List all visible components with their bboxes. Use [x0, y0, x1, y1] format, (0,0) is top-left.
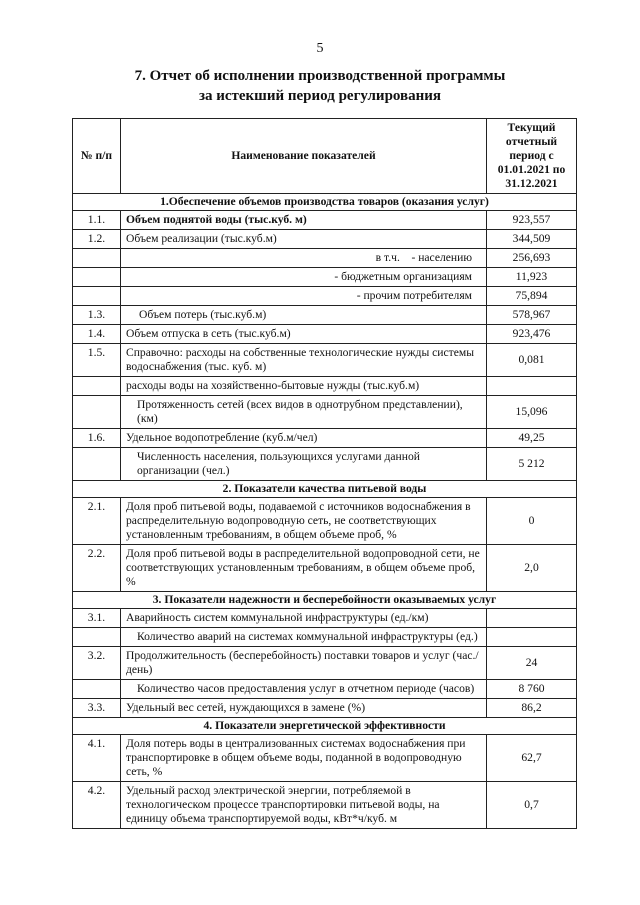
row-name: Количество аварий на системах коммунальной инфраструктуры (ед.) — [121, 628, 487, 647]
report-title-line2: за истекший период регулирования — [198, 88, 442, 104]
table-row — [73, 498, 577, 545]
row-value: 344,509 — [487, 230, 577, 249]
row-name: Справочно: расходы на собственные технологические нужды системы водоснабжения (тыс. куб. м) — [121, 344, 487, 377]
table-row — [73, 448, 577, 481]
row-name: Объем реализации (тыс.куб.м) — [121, 230, 487, 249]
row-name: Аварийность систем коммунальной инфраструктуры (ед./км) — [121, 609, 487, 628]
row-name: Объем поднятой воды (тыс.куб. м) — [121, 211, 487, 230]
section-row — [73, 194, 577, 211]
table-row — [73, 287, 577, 306]
row-value: 86,2 — [487, 699, 577, 718]
row-name: в т.ч. - населению — [121, 249, 487, 268]
header-period: Текущий отчетный период с 01.01.2021 по 31.12.2021 — [487, 119, 577, 194]
table-row — [73, 545, 577, 592]
row-num: 1.2. — [73, 230, 121, 249]
row-name: Объем отпуска в сеть (тыс.куб.м) — [121, 325, 487, 344]
row-value: 49,25 — [487, 429, 577, 448]
row-name: Удельный расход электрической энергии, потребляемой в технологическом процессе транспортировки питьевой воды, на единицу объема транспортируемой воды, кВт*ч/куб. м — [121, 782, 487, 829]
page-number: 5 — [316, 41, 324, 56]
row-value: 0,7 — [487, 782, 577, 829]
row-num: 1.6. — [73, 429, 121, 448]
row-value: 75,894 — [487, 287, 577, 306]
row-num: 2.2. — [73, 545, 121, 592]
section-title: 1.Обеспечение объемов производства товаров (оказания услуг) — [73, 194, 577, 211]
row-name: Объем потерь (тыс.куб.м) — [121, 306, 487, 325]
row-value: 8 760 — [487, 680, 577, 699]
row-name: Численность населения, пользующихся услугами данной организации (чел.) — [121, 448, 487, 481]
row-value: 15,096 — [487, 396, 577, 429]
table-row — [73, 735, 577, 782]
row-value: 0,081 — [487, 344, 577, 377]
table-header-row — [73, 119, 577, 194]
row-num: 4.2. — [73, 782, 121, 829]
row-name: Доля потерь воды в централизованных системах водоснабжения при транспортировке в общем объеме воды, поданной в водопроводную сеть, % — [121, 735, 487, 782]
table-row — [73, 628, 577, 647]
row-name: - бюджетным организациям — [121, 268, 487, 287]
table-row — [73, 249, 577, 268]
row-name: Доля проб питьевой воды в распределительной водопроводной сети, не соответствующих установленным требованиям, в общем объеме проб, % — [121, 545, 487, 592]
table-row — [73, 396, 577, 429]
row-num — [73, 628, 121, 647]
row-num — [73, 448, 121, 481]
table-row — [73, 377, 577, 396]
row-name: Удельное водопотребление (куб.м/чел) — [121, 429, 487, 448]
row-num: 3.3. — [73, 699, 121, 718]
table-row — [73, 782, 577, 829]
row-num — [73, 680, 121, 699]
row-name: Доля проб питьевой воды, подаваемой с источников водоснабжения в распределительную водопроводную сеть, не соответствующих установленным требованиям, в общем объеме проб, % — [121, 498, 487, 545]
row-value: 256,693 — [487, 249, 577, 268]
table-row — [73, 647, 577, 680]
section-row — [73, 592, 577, 609]
row-num — [73, 249, 121, 268]
table-row — [73, 268, 577, 287]
row-name: Количество часов предоставления услуг в отчетном периоде (часов) — [121, 680, 487, 699]
row-num: 1.5. — [73, 344, 121, 377]
row-num: 1.1. — [73, 211, 121, 230]
row-value: 62,7 — [487, 735, 577, 782]
section-title: 4. Показатели энергетической эффективности — [73, 718, 577, 735]
row-value: 0 — [487, 498, 577, 545]
table-row — [73, 325, 577, 344]
row-num — [73, 287, 121, 306]
row-num: 1.4. — [73, 325, 121, 344]
header-num: № п/п — [73, 119, 121, 194]
row-num — [73, 268, 121, 287]
row-name: расходы воды на хозяйственно-бытовые нужды (тыс.куб.м) — [121, 377, 487, 396]
row-name: - прочим потребителям — [121, 287, 487, 306]
row-name: Продолжительность (бесперебойность) поставки товаров и услуг (час./день) — [121, 647, 487, 680]
row-value: 11,923 — [487, 268, 577, 287]
table-row — [73, 344, 577, 377]
table-row — [73, 699, 577, 718]
indicators-table — [72, 118, 577, 829]
section-row — [73, 718, 577, 735]
row-value: 5 212 — [487, 448, 577, 481]
report-title-line1: 7. Отчет об исполнении производственной программы — [134, 68, 506, 84]
row-num: 3.2. — [73, 647, 121, 680]
table-row — [73, 680, 577, 699]
row-value: 578,967 — [487, 306, 577, 325]
row-num: 3.1. — [73, 609, 121, 628]
row-name: Удельный вес сетей, нуждающихся в замене (%) — [121, 699, 487, 718]
row-value: 24 — [487, 647, 577, 680]
row-num — [73, 377, 121, 396]
row-value — [487, 609, 577, 628]
table-row — [73, 609, 577, 628]
section-title: 3. Показатели надежности и бесперебойности оказываемых услуг — [73, 592, 577, 609]
row-value — [487, 377, 577, 396]
table-row — [73, 306, 577, 325]
row-num: 2.1. — [73, 498, 121, 545]
report-title — [0, 66, 640, 106]
row-name: Протяженность сетей (всех видов в однотрубном представлении), (км) — [121, 396, 487, 429]
table-row — [73, 429, 577, 448]
row-num — [73, 396, 121, 429]
section-title: 2. Показатели качества питьевой воды — [73, 481, 577, 498]
row-value: 923,476 — [487, 325, 577, 344]
table-row — [73, 230, 577, 249]
header-name: Наименование показателей — [121, 119, 487, 194]
row-num: 4.1. — [73, 735, 121, 782]
row-value — [487, 628, 577, 647]
row-value: 923,557 — [487, 211, 577, 230]
table-row — [73, 211, 577, 230]
row-num: 1.3. — [73, 306, 121, 325]
row-value: 2,0 — [487, 545, 577, 592]
section-row — [73, 481, 577, 498]
